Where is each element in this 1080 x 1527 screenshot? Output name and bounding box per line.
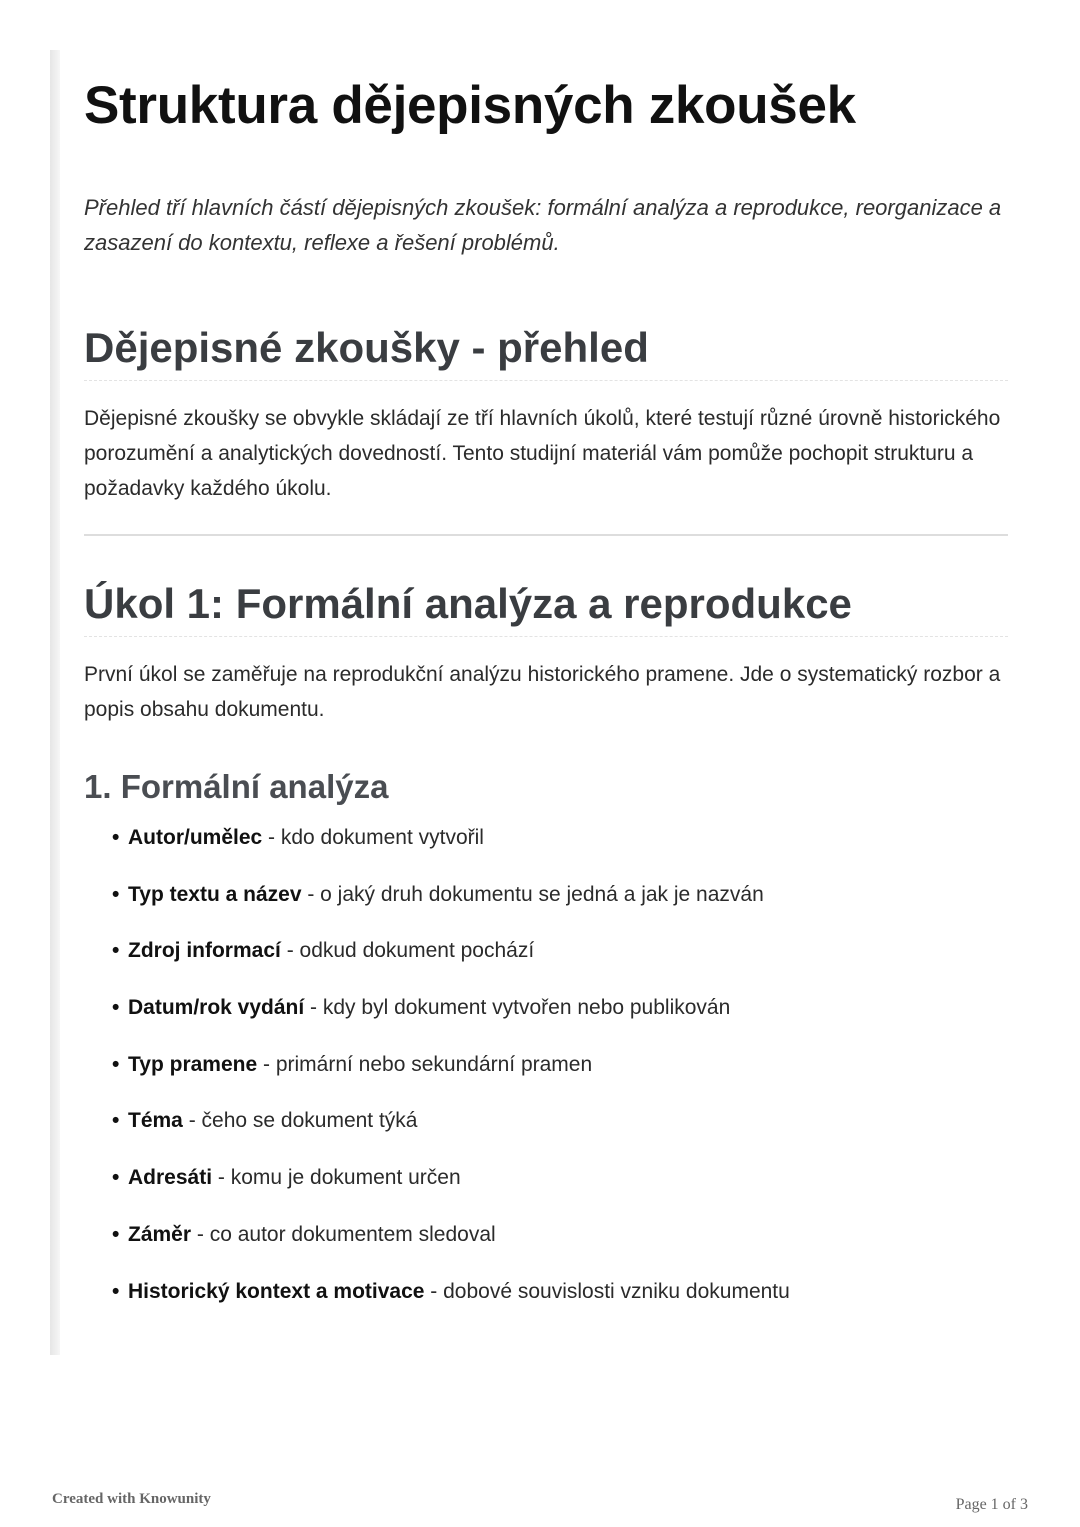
left-accent-bar — [50, 50, 60, 1355]
bullet-icon: • — [112, 1166, 120, 1190]
bullet-icon: • — [112, 996, 120, 1020]
bullet-icon: • — [112, 1279, 120, 1303]
bullet-icon: • — [112, 826, 120, 849]
bullet-icon: • — [112, 1052, 120, 1076]
formal-analysis-heading: 1. Formální analýza — [84, 768, 389, 805]
bullet-icon: • — [112, 939, 120, 963]
list-item-desc: - co autor dokumentem sledoval — [191, 1222, 496, 1246]
section-divider — [84, 534, 1008, 536]
bullet-icon: • — [112, 1109, 120, 1133]
list-item-desc: - kdy byl dokument vytvořen nebo publikován — [304, 996, 731, 1020]
list-item-desc: - dobové souvislosti vzniku dokumentu — [424, 1279, 790, 1303]
list-item-desc: - kdo dokument vytvořil — [262, 826, 484, 849]
list-item-term: Typ textu a název — [128, 882, 302, 906]
overview-paragraph: Dějepisné zkoušky se obvykle skládají ze tří hlavních úkolů, které testují různé úrovně historického porozumění a analytických dovedností. Tento studijní materiál vám pomůže pochopit strukturu a požadavky každého úkolu. — [84, 407, 1001, 500]
page-number: Page 1 of 3 — [955, 1496, 1028, 1513]
task1-paragraph: První úkol se zaměřuje na reprodukční analýzu historického pramene. Jde o systematický rozbor a popis obsahu dokumentu. — [84, 663, 1001, 721]
document-body — [84, 70, 1008, 1331]
list-item-term: Datum/rok vydání — [128, 996, 305, 1020]
page-subtitle: Přehled tří hlavních částí dějepisných zkoušek: formální analýza a reprodukce, reorganizace a zasazení do kontextu, reflexe a řešení problémů. — [84, 195, 1002, 255]
list-item — [112, 934, 1008, 968]
list-item-term: Záměr — [128, 1222, 192, 1246]
bullet-icon: • — [112, 882, 120, 906]
list-item — [112, 1161, 1008, 1195]
list-item — [112, 1048, 1008, 1082]
list-item — [112, 821, 1008, 855]
list-item — [112, 1275, 1008, 1309]
list-item-desc: - o jaký druh dokumentu se jedná a jak je nazván — [301, 882, 764, 906]
list-item-term: Zdroj informací — [128, 939, 281, 963]
list-item-term: Autor/umělec — [128, 826, 263, 849]
list-item-term: Typ pramene — [128, 1052, 258, 1076]
list-item-desc: - primární nebo sekundární pramen — [257, 1052, 593, 1076]
list-item — [112, 878, 1008, 912]
list-item-desc: - čeho se dokument týká — [182, 1109, 418, 1133]
overview-heading: Dějepisné zkoušky - přehled — [84, 320, 1008, 381]
list-item — [112, 1218, 1008, 1252]
footer-credit: Created with Knowunity — [52, 1491, 211, 1507]
list-item-term: Historický kontext a motivace — [128, 1279, 425, 1303]
list-item-desc: - odkud dokument pochází — [280, 939, 535, 963]
bullet-icon: • — [112, 1222, 120, 1246]
list-item — [112, 991, 1008, 1025]
list-item-desc: - komu je dokument určen — [212, 1166, 461, 1190]
task1-heading: Úkol 1: Formální analýza a reprodukce — [84, 576, 1008, 637]
list-item-term: Téma — [128, 1109, 183, 1133]
formal-analysis-list — [84, 821, 1008, 1309]
list-item-term: Adresáti — [128, 1166, 213, 1190]
list-item — [112, 1104, 1008, 1138]
page-title: Struktura dějepisných zkoušek — [84, 76, 856, 135]
